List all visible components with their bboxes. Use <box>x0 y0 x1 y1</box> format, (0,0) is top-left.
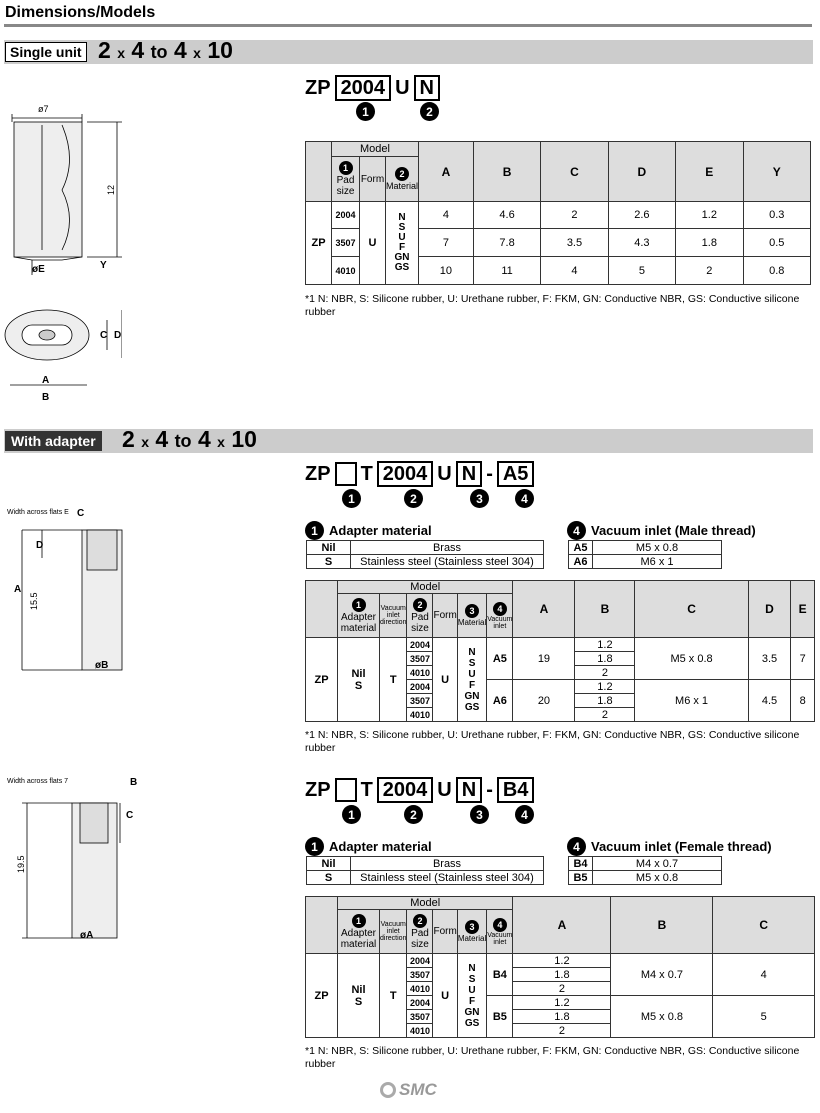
dim-a: A <box>14 584 22 595</box>
single-unit-drawing <box>2 100 122 400</box>
title-rule <box>4 24 812 27</box>
smc-logo: SMC <box>380 1080 437 1100</box>
badge-1: 1 <box>356 102 375 121</box>
dim-d: D <box>36 540 44 551</box>
female-vacuum-inlet-title: 4 Vacuum inlet (Female thread) <box>567 837 772 856</box>
adapter-model-table: Model A B C D E 1 Adapter material Vacuum inlet direction 2 Pad size Form 3 Material 4 Vacuum inlet ZP Nil S T 2004 U N S U F GN GS A5 19 1.2 M5 x 0.8 3.5 7 3507 1.8 4010 2 2004 A6 20 1.2 M6 x 1 4.5 8 3507 1.8 4010 2 <box>305 580 815 722</box>
dim-c: C <box>77 508 85 519</box>
adapter-footnote: *1 N: NBR, S: Silicone rubber, U: Urethane rubber, F: FKM, GN: Conductive NBR, GS: Conductive silicone rubber <box>305 729 800 754</box>
section-label-adapter: With adapter <box>5 431 102 451</box>
badge-3: 3 <box>470 489 489 508</box>
adapter-material-legend: Nil Brass S Stainless steel (Stainless steel 304) <box>306 540 544 569</box>
dim-dd: D <box>114 330 122 341</box>
badge-4: 4 <box>515 489 534 508</box>
vacuum-inlet-legend: A5 M5 x 0.8 A6 M6 x 1 <box>568 540 722 569</box>
female-adapter-material-title: 1 Adapter material <box>305 837 432 856</box>
badge-2: 2 <box>404 805 423 824</box>
dim-b: øB <box>95 660 109 671</box>
dim-a: øA <box>80 930 94 941</box>
dim-12: 12 <box>106 184 116 195</box>
badge-2: 2 <box>404 489 423 508</box>
single-model-code: ZP 2004 U N <box>305 75 440 101</box>
female-adapter-material-legend: Nil Brass S Stainless steel (Stainless steel 304) <box>306 856 544 885</box>
smc-logo-icon <box>380 1082 396 1098</box>
adapter-material-title: 1 Adapter material <box>305 521 432 540</box>
female-vacuum-inlet-legend: B4 M4 x 0.7 B5 M5 x 0.8 <box>568 856 722 885</box>
badge-4: 4 <box>515 805 534 824</box>
single-model-table: Model A B C D E Y 1 Pad size Form 2 Material ZP 2004 U N S U F GN GS 4 4.6 2 2.6 1.2 0.3 3507 7 7.8 3.5 4.3 1.8 0.5 4010 10 11 4 5 2 0.8 <box>305 141 811 285</box>
dim-19-5: 19.5 <box>16 855 26 873</box>
page-title: Dimensions/Models <box>5 4 156 21</box>
female-drawing <box>2 773 142 943</box>
adapter-drawing <box>2 500 142 680</box>
adapter-size-range: 2 x 4 to 4 x 10 <box>122 426 257 452</box>
female-model-code: ZP T 2004 U N - B4 <box>305 777 534 803</box>
dim-a: A <box>42 375 50 386</box>
dim-e: øE <box>32 264 45 275</box>
badge-3: 3 <box>470 805 489 824</box>
badge-1: 1 <box>342 489 361 508</box>
dim-waf: Width across flats E <box>7 509 69 516</box>
dim-c: C <box>126 810 134 821</box>
dim-waf: Width across flats 7 <box>7 778 69 785</box>
female-footnote: *1 N: NBR, S: Silicone rubber, U: Urethane rubber, F: FKM, GN: Conductive NBR, GS: Conductive silicone rubber <box>305 1045 800 1070</box>
badge-1: 1 <box>342 805 361 824</box>
dim-d7: ø7 <box>38 104 49 114</box>
female-model-table: Model A B C 1 Adapter material Vacuum inlet direction 2 Pad size Form 3 Material 4 Vacuum inlet ZP Nil S T 2004 U N S U F GN GS B4 1.2 M4 x 0.7 4 3507 1.8 4010 2 2004 B5 1.2 M5 x 0.8 5 3507 1.8 4010 2 <box>305 896 815 1038</box>
single-footnote: *1 N: NBR, S: Silicone rubber, U: Urethane rubber, F: FKM, GN: Conductive NBR, GS: Conductive silicone rubber <box>305 293 800 318</box>
dim-b: B <box>42 392 50 400</box>
adapter-model-code: ZP T 2004 U N - A5 <box>305 461 534 487</box>
dim-c: C <box>100 330 108 341</box>
dim-15-5: 15.5 <box>29 592 39 610</box>
single-size-range: 2 x 4 to 4 x 10 <box>98 37 233 63</box>
dim-y: Y <box>100 260 107 271</box>
section-label-single: Single unit <box>5 42 87 62</box>
badge-2: 2 <box>420 102 439 121</box>
dim-b: B <box>130 777 138 788</box>
vacuum-inlet-title: 4 Vacuum inlet (Male thread) <box>567 521 756 540</box>
